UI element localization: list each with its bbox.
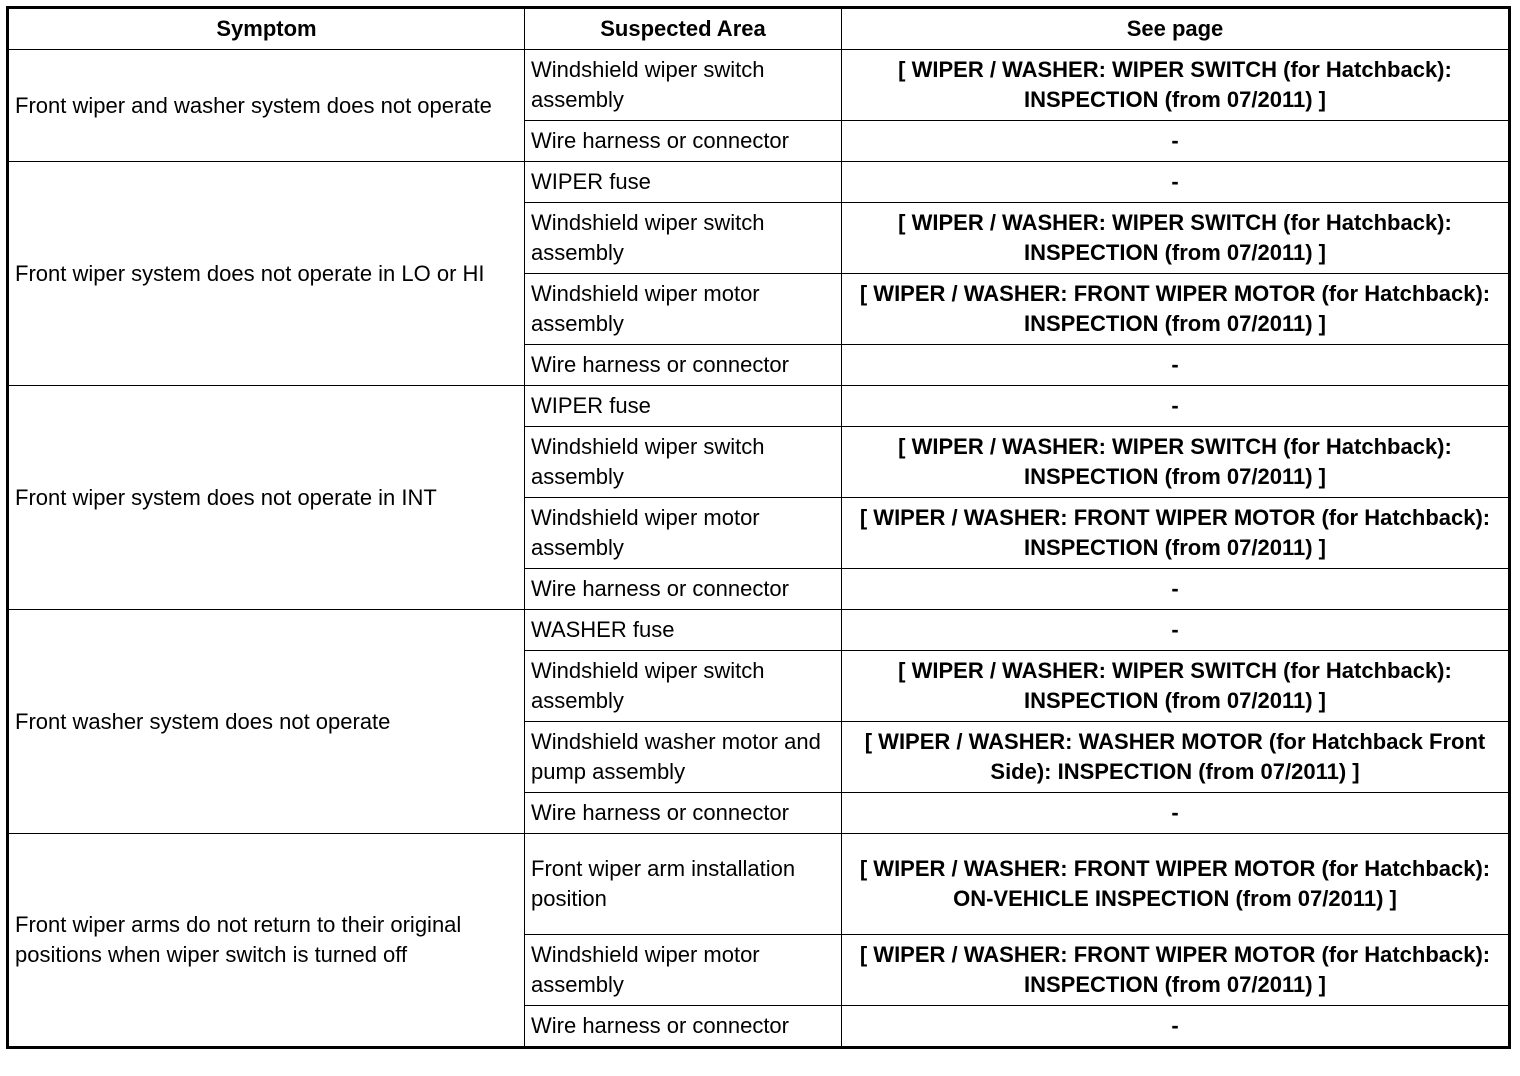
suspected-area-cell: Windshield washer motor and pump assembly [525,722,842,793]
see-page-cell: - [842,121,1510,162]
see-page-cell: - [842,162,1510,203]
see-page-cell: - [842,345,1510,386]
see-page-cell: [ WIPER / WASHER: WIPER SWITCH (for Hatchback): INSPECTION (from 07/2011) ] [842,203,1510,274]
see-page-cell: - [842,610,1510,651]
see-page-cell: [ WIPER / WASHER: WIPER SWITCH (for Hatchback): INSPECTION (from 07/2011) ] [842,427,1510,498]
see-page-cell: [ WIPER / WASHER: WASHER MOTOR (for Hatchback Front Side): INSPECTION (from 07/2011) ] [842,722,1510,793]
symptom-cell: Front wiper and washer system does not operate [8,50,525,162]
table-row [8,162,1510,203]
symptom-cell: Front wiper system does not operate in LO or HI [8,162,525,386]
suspected-area-cell: WIPER fuse [525,386,842,427]
suspected-area-cell: Windshield wiper switch assembly [525,427,842,498]
suspected-area-cell: Wire harness or connector [525,121,842,162]
suspected-area-cell: Windshield wiper motor assembly [525,498,842,569]
symptom-cell: Front washer system does not operate [8,610,525,834]
suspected-area-cell: Windshield wiper motor assembly [525,274,842,345]
suspected-area-cell: Wire harness or connector [525,793,842,834]
see-page-cell: [ WIPER / WASHER: WIPER SWITCH (for Hatchback): INSPECTION (from 07/2011) ] [842,651,1510,722]
suspected-area-cell: Front wiper arm installation position [525,834,842,935]
table-row [8,50,1510,121]
suspected-area-cell: Windshield wiper switch assembly [525,203,842,274]
table-row [8,834,1510,935]
table-row [8,386,1510,427]
see-page-cell: [ WIPER / WASHER: FRONT WIPER MOTOR (for Hatchback): ON-VEHICLE INSPECTION (from 07/2011) ] [842,834,1510,935]
suspected-area-cell: WASHER fuse [525,610,842,651]
header-see-page: See page [842,8,1510,50]
symptom-cell: Front wiper system does not operate in INT [8,386,525,610]
suspected-area-cell: WIPER fuse [525,162,842,203]
see-page-cell: [ WIPER / WASHER: FRONT WIPER MOTOR (for Hatchback): INSPECTION (from 07/2011) ] [842,498,1510,569]
header-row [8,8,1510,50]
suspected-area-cell: Wire harness or connector [525,345,842,386]
see-page-cell: [ WIPER / WASHER: WIPER SWITCH (for Hatchback): INSPECTION (from 07/2011) ] [842,50,1510,121]
see-page-cell: - [842,793,1510,834]
diagnosis-table [6,6,1511,1049]
see-page-cell: - [842,386,1510,427]
suspected-area-cell: Wire harness or connector [525,569,842,610]
see-page-cell: - [842,569,1510,610]
suspected-area-cell: Windshield wiper switch assembly [525,651,842,722]
symptom-cell: Front wiper arms do not return to their original positions when wiper switch is turned off [8,834,525,1048]
see-page-cell: - [842,1006,1510,1048]
header-symptom: Symptom [8,8,525,50]
suspected-area-cell: Windshield wiper motor assembly [525,935,842,1006]
header-suspected-area: Suspected Area [525,8,842,50]
suspected-area-cell: Wire harness or connector [525,1006,842,1048]
suspected-area-cell: Windshield wiper switch assembly [525,50,842,121]
table-row [8,610,1510,651]
see-page-cell: [ WIPER / WASHER: FRONT WIPER MOTOR (for Hatchback): INSPECTION (from 07/2011) ] [842,274,1510,345]
see-page-cell: [ WIPER / WASHER: FRONT WIPER MOTOR (for Hatchback): INSPECTION (from 07/2011) ] [842,935,1510,1006]
